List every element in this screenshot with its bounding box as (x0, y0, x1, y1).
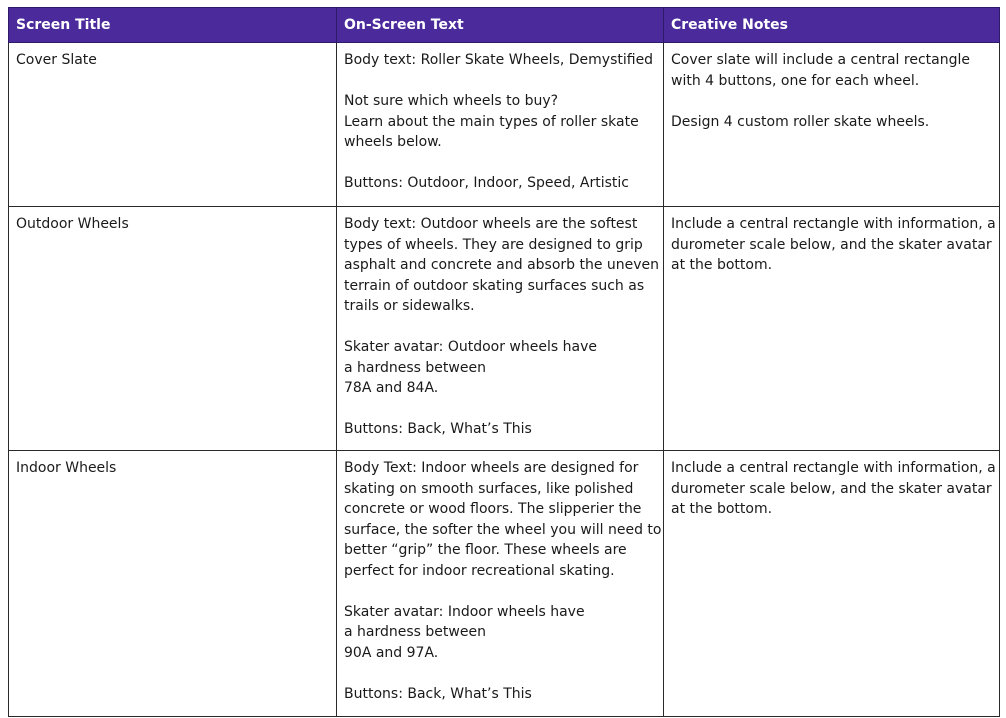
header-creative-notes: Creative Notes (664, 8, 1000, 43)
screen-title: Indoor Wheels (16, 460, 117, 476)
screen-title: Cover Slate (16, 52, 97, 68)
notes-line: Cover slate will include a central rectangle (671, 52, 970, 68)
on-screen-text-cell (337, 43, 664, 207)
notes-line: Include a central rectangle with information, a (671, 460, 996, 476)
creative-notes-cell (664, 451, 1000, 717)
spacer (344, 581, 656, 602)
avatar-text-line: Skater avatar: Indoor wheels have (344, 603, 585, 620)
notes-line: durometer scale below, and the skater avatar (671, 480, 992, 497)
body-text: Body text: Roller Skate Wheels, Demystified (344, 52, 654, 68)
notes-line: at the bottom. (671, 257, 773, 273)
body-text-line: Body Text: Indoor wheels are designed for (344, 460, 639, 476)
body-text-line: better “grip” the floor. These wheels are (344, 542, 627, 558)
notes-line: Design 4 custom roller skate wheels. (671, 113, 930, 130)
creative-notes-cell (664, 43, 1000, 207)
avatar-text-line: Skater avatar: Outdoor wheels have (344, 339, 597, 355)
avatar-text-line: 78A and 84A. (344, 380, 439, 396)
table-body (9, 43, 1000, 717)
spacer (344, 71, 656, 92)
header-on-screen-text: On-Screen Text (337, 8, 664, 43)
body-text-line: Body text: Outdoor wheels are the softest (344, 216, 638, 232)
body-text-line: perfect for indoor recreational skating. (344, 562, 615, 579)
body-text-line: surface, the softer the wheel you will need to (344, 521, 662, 538)
on-screen-text-cell (337, 451, 664, 717)
notes-line: Include a central rectangle with information, a (671, 216, 996, 232)
table-row (9, 43, 1000, 207)
table-row (9, 451, 1000, 717)
spacer (671, 91, 992, 112)
avatar-text-line: 90A and 97A. (344, 644, 439, 661)
intro-text-line: Not sure which wheels to buy? (344, 93, 559, 109)
screen-title: Outdoor Wheels (16, 216, 129, 232)
screen-title-cell (9, 451, 337, 717)
body-text-line: skating on smooth surfaces, like polished (344, 480, 634, 497)
body-text-line: types of wheels. They are designed to grip (344, 236, 643, 253)
buttons-text: Buttons: Back, What’s This (344, 421, 532, 437)
notes-line: with 4 buttons, one for each wheel. (671, 72, 920, 89)
on-screen-text-cell (337, 207, 664, 451)
notes-line: durometer scale below, and the skater avatar (671, 236, 992, 253)
spacer (344, 317, 656, 338)
screen-title-cell (9, 43, 337, 207)
intro-text-line: Learn about the main types of roller skate (344, 113, 639, 130)
body-text-line: concrete or wood floors. The slipperier the (344, 501, 642, 517)
intro-text-line: wheels below. (344, 134, 442, 150)
avatar-text-line: a hardness between (344, 624, 486, 640)
spacer (344, 663, 656, 684)
buttons-text: Buttons: Outdoor, Indoor, Speed, Artistic (344, 175, 629, 191)
spacer (344, 153, 656, 174)
table-row (9, 207, 1000, 451)
header-row (9, 8, 1000, 43)
buttons-text: Buttons: Back, What’s This (344, 685, 532, 702)
storyboard-table (8, 7, 1000, 717)
body-text-line: terrain of outdoor skating surfaces such as (344, 277, 645, 294)
body-text-line: asphalt and concrete and absorb the uneven (344, 257, 660, 273)
creative-notes-cell (664, 207, 1000, 451)
header-screen-title: Screen Title (9, 8, 337, 43)
screen-title-cell (9, 207, 337, 451)
notes-line: at the bottom. (671, 501, 773, 517)
spacer (344, 399, 656, 420)
table-header (9, 8, 1000, 43)
avatar-text-line: a hardness between (344, 359, 486, 376)
body-text-line: trails or sidewalks. (344, 298, 475, 314)
